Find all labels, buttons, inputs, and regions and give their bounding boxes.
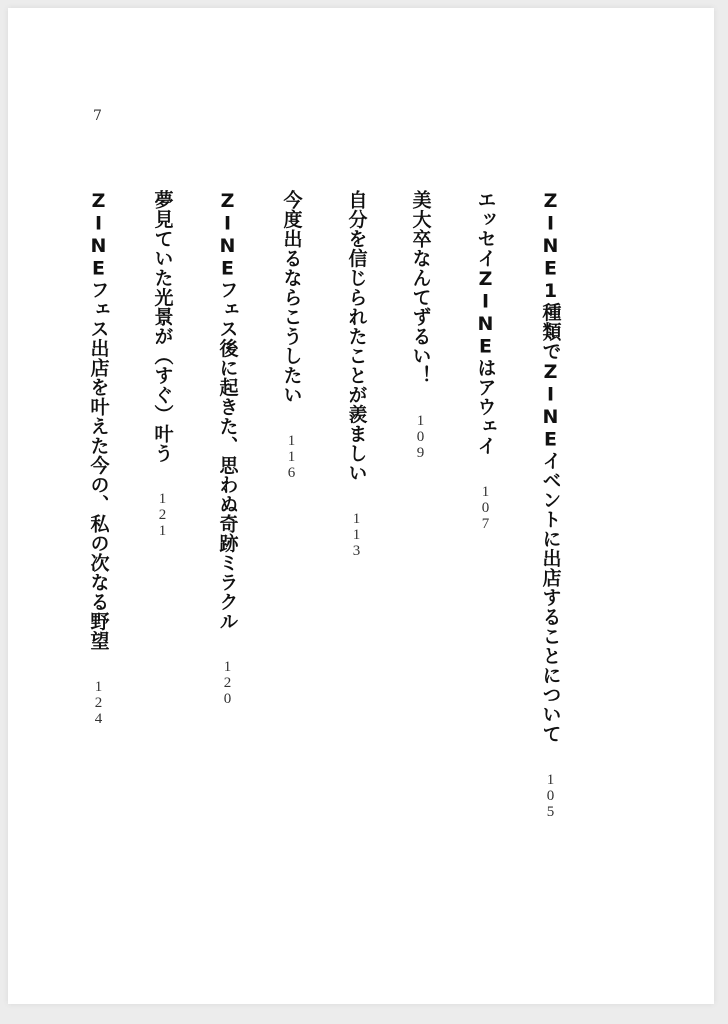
toc-entry-title: ZINEフェス出店を叶えた今の、私の次なる野望	[87, 190, 110, 651]
page-number: 7	[93, 108, 102, 124]
toc-entry-page: 107	[477, 483, 494, 532]
toc-entry-title: 今度出るならこうしたい	[280, 190, 303, 405]
toc-entry	[86, 190, 110, 727]
toc-entry	[538, 190, 562, 820]
toc-entry-page: 113	[348, 510, 365, 559]
toc-entry-page: 120	[219, 659, 236, 707]
toc-entry-page: 116	[283, 432, 300, 481]
toc-entry-title: ZINE1種類でZINEイベントに出店することについて	[539, 190, 562, 744]
toc-entry	[279, 190, 303, 481]
toc-entry-title: 自分を信じられたことが羨ましい	[345, 190, 368, 483]
toc-entry-title: 美大卒なんてずるい！	[409, 190, 432, 385]
toc-entry-page: 109	[412, 413, 429, 461]
toc-entry-page: 105	[542, 771, 559, 820]
toc-entry	[344, 190, 368, 559]
toc-entry-title: 夢見ていた光景が（すぐ）叶う	[151, 190, 174, 463]
toc-entry	[408, 190, 432, 461]
toc-entry-title: エッセイZINEはアウェイ	[474, 190, 497, 456]
toc-entry	[473, 190, 497, 532]
toc-entry-page: 124	[90, 678, 107, 727]
toc-entry-title: ZINEフェス後に起きた、思わぬ奇跡ミラクル	[216, 190, 239, 631]
toc-entry	[215, 190, 239, 707]
book-page	[8, 8, 714, 1004]
toc-entry-page: 121	[154, 491, 171, 539]
toc-entry	[150, 190, 174, 539]
